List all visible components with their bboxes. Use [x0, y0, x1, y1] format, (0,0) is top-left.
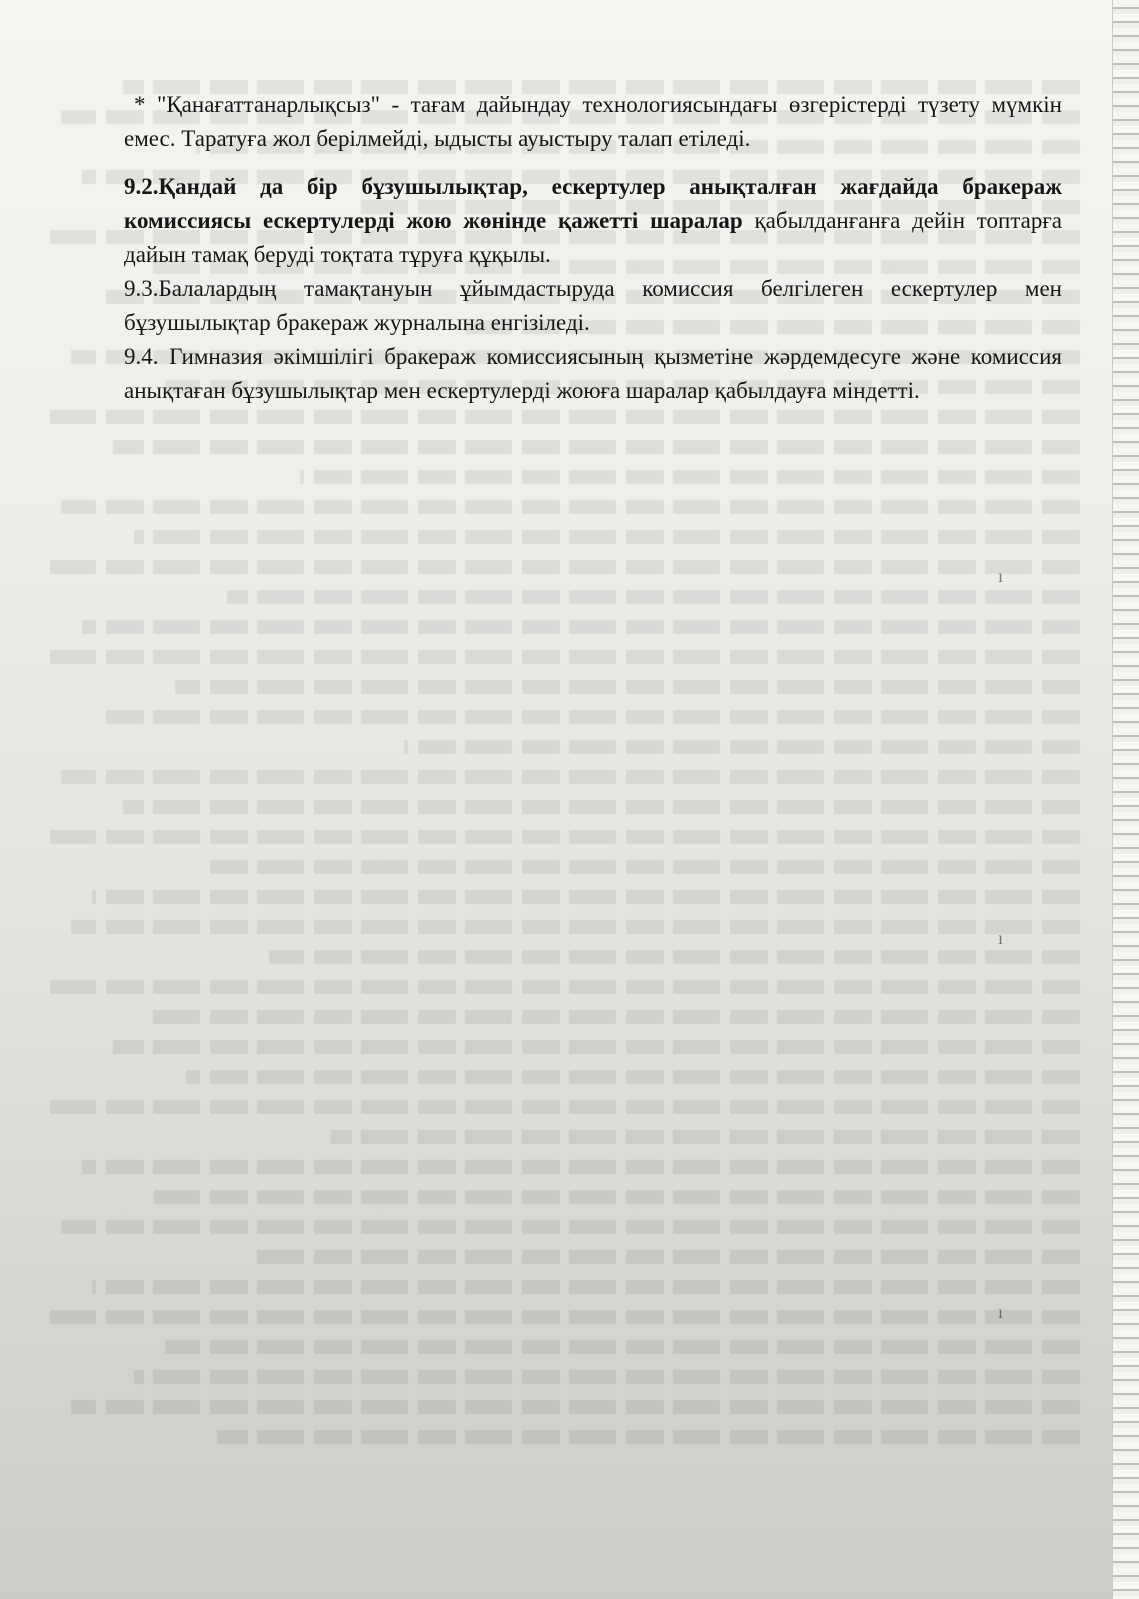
- clause-9-3: 9.3.Балалардың тамақтануын ұйымдастыруда комиссия белгілеген ескертулер мен бұзушылықтар бракераж журналына енгізіледі.: [124, 276, 1062, 335]
- clause-9-2-rest: қабылданғанға дейін топтарға дайын тамақ беруді тоқтата тұруға құқылы.: [124, 208, 1063, 267]
- margin-mark: ı: [998, 928, 1004, 948]
- rating-note: * "Қанағаттанарлықсыз" - тағам дайындау технологиясындағы өзгерістерді түзету мүмкін емес. Таратуға жол берілмейді, ыдысты ауыстыру талап етіледі.: [124, 92, 1062, 151]
- clause-9-4: 9.4. Гимназия әкімшілігі бракераж комиссиясының қызметіне жәрдемдесуге және комиссия анықтаған бұзушылықтар мен ескертулерді жоюға шаралар қабылдауға міндетті.: [124, 344, 1062, 403]
- spiral-binding-edge: [1112, 0, 1139, 1599]
- margin-mark: ı: [998, 566, 1004, 586]
- margin-mark: ı: [998, 1302, 1004, 1322]
- document-body: [124, 88, 1062, 408]
- clause-9-2-bold: 9.2.Қандай да бір бұзушылықтар, ескертулер анықталған жағдайда бракераж комиссиясы ескертулерді жою жөнінде қажетті шаралар: [124, 174, 1062, 233]
- clause-9-2: [124, 170, 1062, 272]
